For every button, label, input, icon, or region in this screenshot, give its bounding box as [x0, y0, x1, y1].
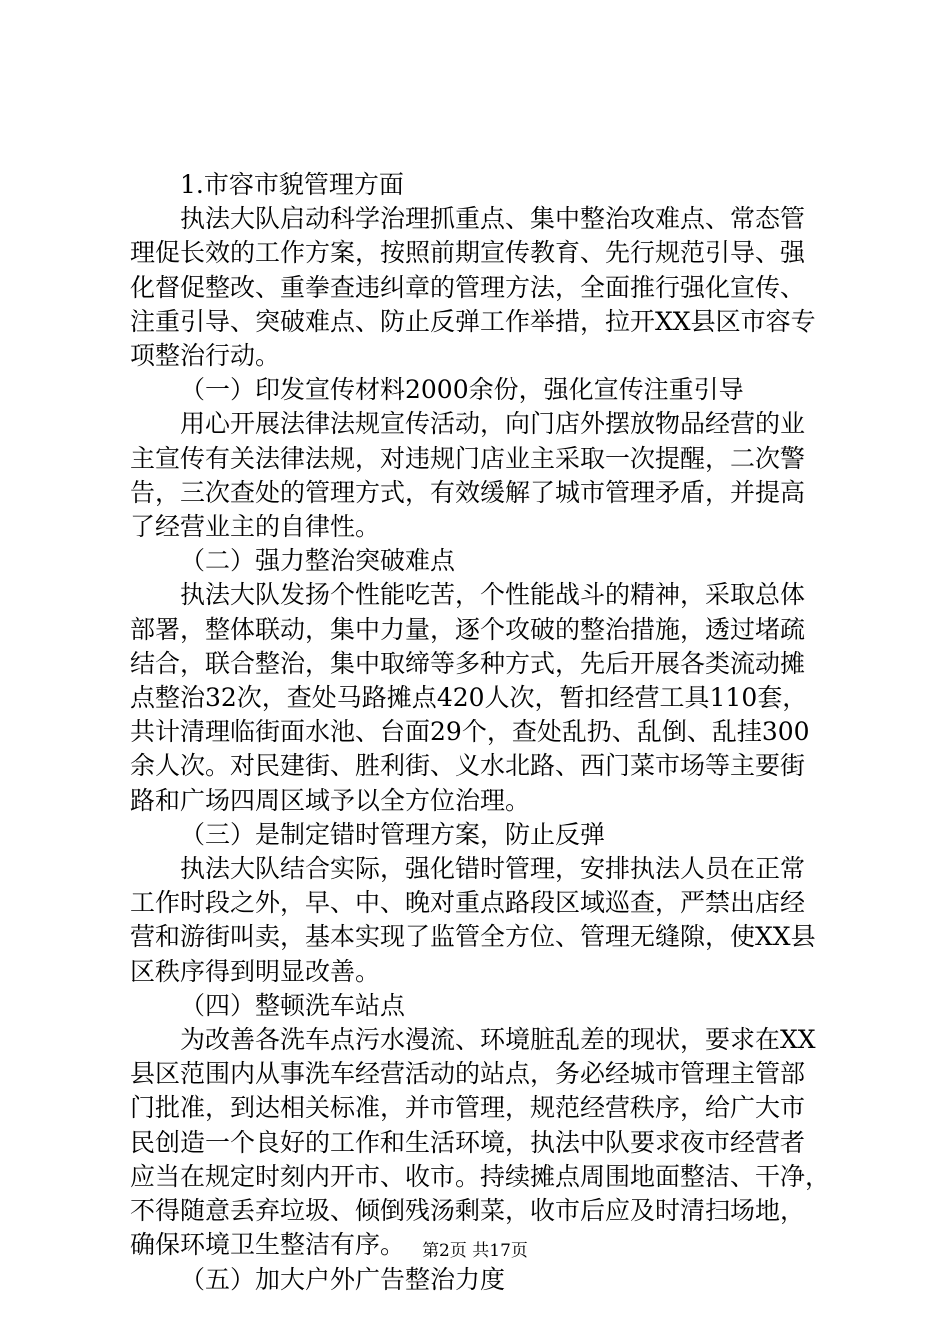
text-line: 点整治32次，查处马路摊点420人次，暂扣经营工具110套， [130, 683, 808, 713]
paragraph [130, 544, 830, 578]
paragraph [130, 578, 830, 817]
document-body [130, 168, 830, 1297]
text-line: 执法大队启动科学治理抓重点、集中整治攻难点、常态管 [180, 204, 806, 234]
paragraph [130, 852, 830, 989]
text-line: 执法大队结合实际，强化错时管理，安排执法人员在正常 [180, 854, 806, 884]
text-line: 告，三次查处的管理方式，有效缓解了城市管理矛盾，并提高 [130, 477, 806, 507]
text-line: 工作时段之外，早、中、晚对重点路段区域巡查，严禁出店经 [130, 888, 806, 918]
text-line: 执法大队发扬个性能吃苦，个性能战斗的精神，采取总体 [180, 580, 806, 610]
text-line: 路和广场四周区域予以全方位治理。 [130, 785, 531, 815]
text-line: （一）印发宣传材料2000余份，强化宣传注重引导 [180, 375, 744, 405]
paragraph [130, 373, 830, 407]
page-footer: 第2页 共17页 [422, 1241, 528, 1261]
text-line: 民创造一个良好的工作和生活环境，执法中队要求夜市经营者 [130, 1127, 806, 1157]
text-line: 营和游街叫卖，基本实现了监管全方位、管理无缝隙，使XX县 [130, 922, 816, 952]
text-line: 部署，整体联动，集中力量，逐个攻破的整治措施，透过堵疏 [130, 614, 806, 644]
paragraph [130, 989, 830, 1023]
text-line: 县区范围内从事洗车经营活动的站点，务必经城市管理主管部 [130, 1059, 806, 1089]
paragraph [130, 818, 830, 852]
text-line: 余人次。对民建街、胜利街、义水北路、西门菜市场等主要街 [130, 751, 806, 781]
text-line: （四）整顿洗车站点 [180, 990, 406, 1020]
text-line: 共计清理临街面水池、台面29个，查处乱扔、乱倒、乱挂300 [130, 717, 810, 747]
text-line: 为改善各洗车点污水漫流、环境脏乱差的现状，要求在XX [180, 1025, 816, 1055]
paragraph [130, 1023, 830, 1262]
text-line: 化督促整改、重拳查违纠章的管理方法，全面推行强化宣传、 [130, 272, 806, 302]
text-line: 门批准，到达相关标准，并市管理，规范经营秩序，给广大市 [130, 1093, 806, 1123]
paragraph [130, 202, 830, 373]
text-line: 区秩序得到明显改善。 [130, 956, 381, 986]
text-line: 不得随意丢弃垃圾、倾倒残汤剩菜，收市后应及时清扫场地， [130, 1196, 806, 1226]
text-line: 项整治行动。 [130, 341, 281, 371]
text-line: 确保环境卫生整洁有序。 [130, 1230, 406, 1260]
text-line: 用心开展法律法规宣传活动，向门店外摆放物品经营的业 [180, 409, 806, 439]
text-line: （二）强力整治突破难点 [180, 546, 456, 576]
paragraph [130, 1263, 830, 1297]
paragraph [130, 168, 830, 202]
text-line: 结合，联合整治，集中取缔等多种方式，先后开展各类流动摊 [130, 648, 806, 678]
text-line: 应当在规定时刻内开市、收市。持续摊点周围地面整洁、干净， [130, 1161, 831, 1191]
text-line: 了经营业主的自律性。 [130, 512, 381, 542]
text-line: 注重引导、突破难点、防止反弹工作举措，拉开XX县区市容专 [130, 306, 816, 336]
paragraph [130, 407, 830, 544]
text-line: （五）加大户外广告整治力度 [180, 1264, 506, 1294]
text-line: 1.市容市貌管理方面 [180, 170, 404, 199]
text-line: （三）是制定错时管理方案，防止反弹 [180, 819, 606, 849]
text-line: 主宣传有关法律法规，对违规门店业主采取一次提醒，二次警 [130, 443, 806, 473]
text-line: 理促长效的工作方案，按照前期宣传教育、先行规范引导、强 [130, 238, 806, 268]
